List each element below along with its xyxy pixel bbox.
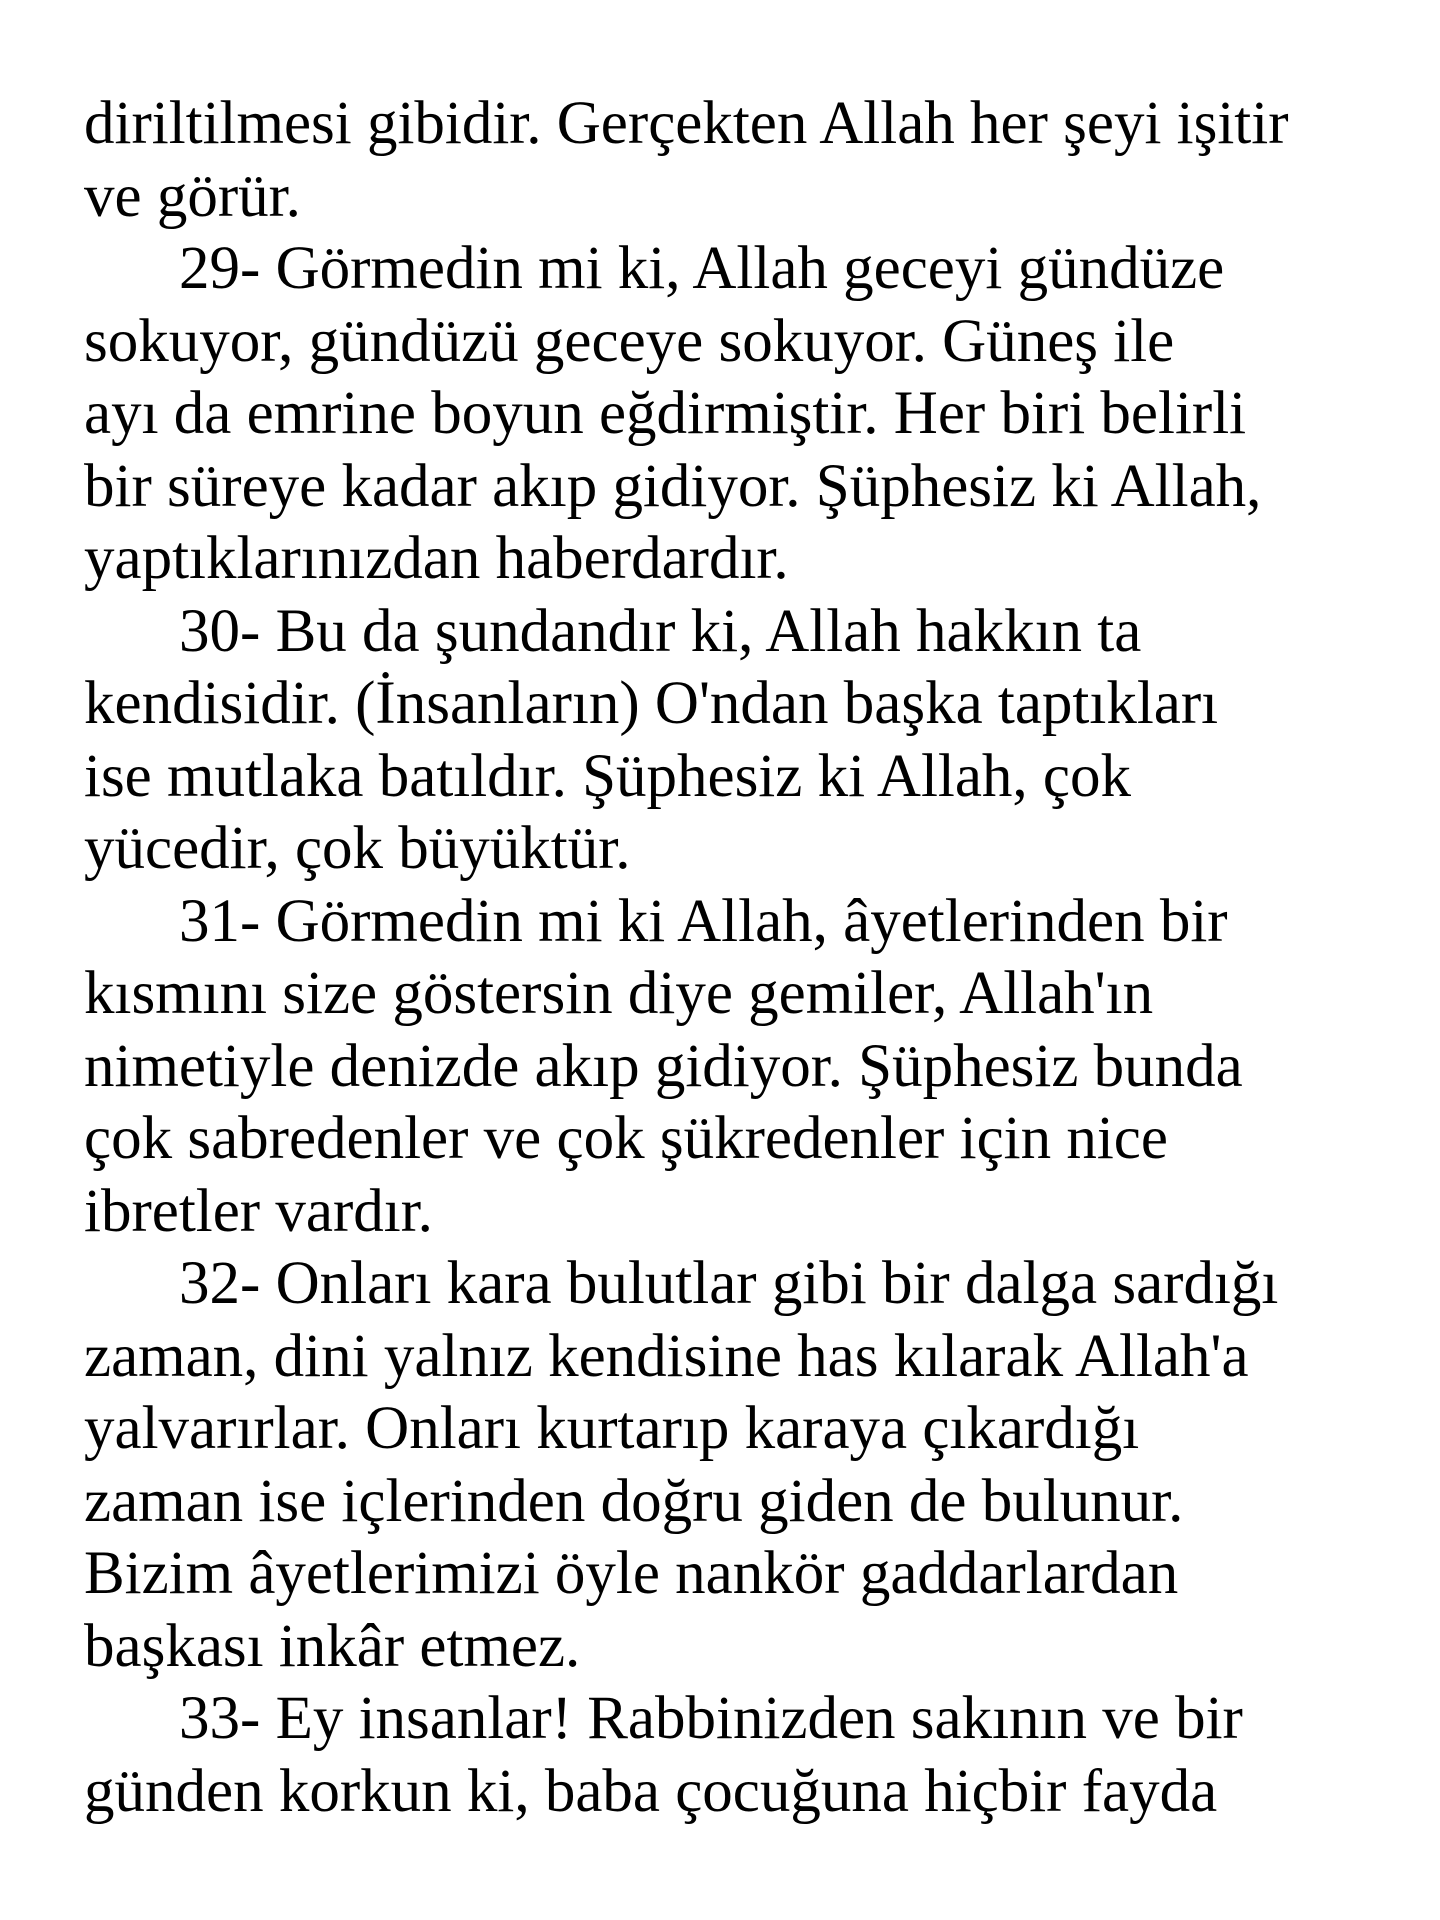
text-line: zaman ise içlerinden doğru giden de bulunur. — [84, 1467, 1184, 1535]
text-line: başkası inkâr etmez. — [84, 1612, 581, 1680]
text-line: yücedir, çok büyüktür. — [84, 815, 631, 882]
verse-start-line: 30- Bu da şundandır ki, Allah hakkın ta — [179, 597, 1142, 665]
text-line: yaptıklarınızdan haberdardır. — [84, 525, 789, 592]
text-line: ise mutlaka batıldır. Şüphesiz ki Allah, çok — [84, 742, 1132, 810]
text-line: zaman, dini yalnız kendisine has kılarak Allah'a — [84, 1322, 1249, 1390]
body-text — [84, 88, 1384, 1828]
verse-start-line: 33- Ey insanlar! Rabbinizden sakının ve bir — [179, 1685, 1243, 1752]
verse-start-line: 31- Görmedin mi ki Allah, âyetlerinden bir — [179, 887, 1228, 955]
text-line: bir süreye kadar akıp gidiyor. Şüphesiz ki Allah, — [84, 452, 1262, 520]
text-line: sokuyor, gündüzü geceye sokuyor. Güneş ile — [84, 307, 1175, 375]
text-line: ve görür. — [84, 162, 301, 230]
verse-start-line: 29- Görmedin mi ki, Allah geceyi gündüze — [179, 235, 1225, 302]
text-line: yalvarırlar. Onları kurtarıp karaya çıkardığı — [84, 1395, 1140, 1462]
text-line: ibretler vardır. — [84, 1177, 433, 1245]
text-line: nimetiyle denizde akıp gidiyor. Şüphesiz bunda — [84, 1032, 1243, 1100]
text-line: günden korkun ki, baba çocuğuna hiçbir fayda — [84, 1757, 1218, 1825]
verse-start-line: 32- Onları kara bulutlar gibi bir dalga sardığı — [179, 1250, 1279, 1317]
text-line: diriltilmesi gibidir. Gerçekten Allah her şeyi işitir — [84, 90, 1289, 157]
text-line: kısmını size göstersin diye gemiler, Allah'ın — [84, 960, 1154, 1027]
text-line: kendisidir. (İnsanların) O'ndan başka taptıkları — [84, 670, 1219, 737]
text-line: çok sabredenler ve çok şükredenler için nice — [84, 1105, 1168, 1172]
text-line: Bizim âyetlerimizi öyle nankör gaddarlardan — [84, 1540, 1179, 1607]
text-line: ayı da emrine boyun eğdirmiştir. Her biri belirli — [84, 380, 1247, 447]
document-page — [84, 88, 1384, 1828]
